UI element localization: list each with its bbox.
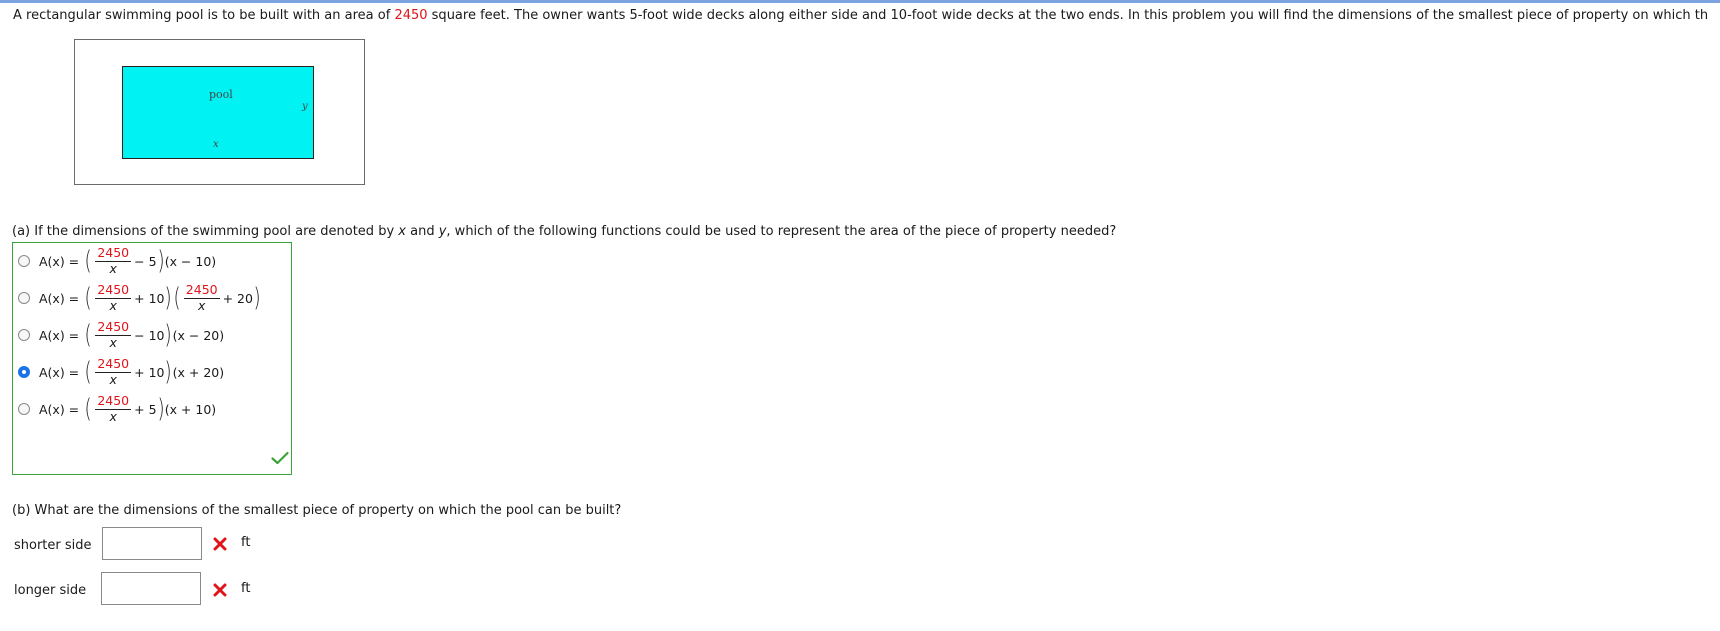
part-a-suffix: , which of the following functions could be used to represent the area of the piece of property needed? [446,224,1117,239]
shorter-side-unit: ft [241,535,251,550]
right-paren: ) [165,283,173,313]
shorter-side-label: shorter side [14,538,92,553]
lhs: A(x) = [39,327,80,343]
intro-text-start: A rectangular swimming pool is to be built with an area of [13,8,395,23]
numerator: 2450 [97,245,130,261]
part-a-x: x [398,224,406,239]
problem-intro [13,8,1708,23]
numerator: 2450 [185,282,218,298]
answer-choices [12,242,292,475]
lhs: A(x) = [39,364,80,380]
cross-icon [213,537,227,551]
second-factor: (x − 20) [172,327,225,343]
second-factor: (x + 10) [164,401,217,417]
denominator: x [109,334,117,350]
radio-button-2[interactable] [18,292,30,304]
cross-icon [213,583,227,597]
denominator: x [198,297,206,313]
fraction [95,283,131,313]
choice-2-expression [39,283,261,313]
right-paren: ) [165,357,173,387]
second-factor: (x − 10) [164,253,217,269]
radio-button-3[interactable] [18,329,30,341]
denominator: x [109,260,117,276]
longer-side-label: longer side [14,583,87,598]
numerator: 2450 [97,319,130,335]
term: + 10 [134,364,165,380]
right-paren: ) [157,246,165,276]
longer-side-unit: ft [241,581,251,596]
part-a-mid: and [405,224,439,239]
fraction [95,357,131,387]
left-paren: ( [84,246,92,276]
part-a-prefix: (a) If the dimensions of the swimming pool are denoted by [12,224,399,239]
term: − 10 [134,327,165,343]
left-paren: ( [84,394,92,424]
choice-4-expression [39,357,224,387]
checkmark-icon [271,451,289,465]
lhs: A(x) = [39,290,80,306]
numerator: 2450 [97,356,130,372]
right-paren: ) [157,394,165,424]
right-paren: ) [253,283,261,313]
part-a-y: y [438,224,447,239]
pool-x-label: x [213,139,219,150]
radio-button-5[interactable] [18,403,30,415]
left-paren: ( [84,320,92,350]
fraction [95,320,131,350]
lhs: A(x) = [39,253,80,269]
second-factor: (x + 20) [172,364,225,380]
denominator: x [109,408,117,424]
denominator: x [109,371,117,387]
top-accent-bar [0,0,1720,3]
choice-3-expression [39,320,224,350]
pool-y-label: y [302,101,308,112]
term: − 5 [134,253,157,269]
numerator: 2450 [97,393,130,409]
part-b-question: (b) What are the dimensions of the smallest piece of property on which the pool can be built? [12,503,622,518]
term: + 10 [134,290,165,306]
right-paren: ) [165,320,173,350]
pool-rectangle [122,66,314,159]
radio-button-1[interactable] [18,255,30,267]
left-paren: ( [84,283,92,313]
fraction [95,246,131,276]
fraction [184,283,220,313]
fraction [95,394,131,424]
intro-area-value: 2450 [394,8,428,23]
pool-label: pool [209,88,233,101]
longer-side-input[interactable] [101,572,201,605]
radio-button-4-selected[interactable] [18,366,30,378]
numerator: 2450 [97,282,130,298]
pool-figure [74,39,365,185]
intro-text-end: square feet. The owner wants 5-foot wide decks along either side and 10-foot wide decks at the two ends. In this problem you will find the dimensions of the smallest piece of property on which th [427,8,1709,23]
part-a-question [12,224,1116,239]
left-paren: ( [173,283,181,313]
choice-1-expression [39,246,216,276]
left-paren: ( [84,357,92,387]
denominator: x [109,297,117,313]
shorter-side-input[interactable] [102,527,202,560]
term: + 5 [134,401,157,417]
lhs: A(x) = [39,401,80,417]
term: + 20 [222,290,253,306]
choice-5-expression [39,394,216,424]
